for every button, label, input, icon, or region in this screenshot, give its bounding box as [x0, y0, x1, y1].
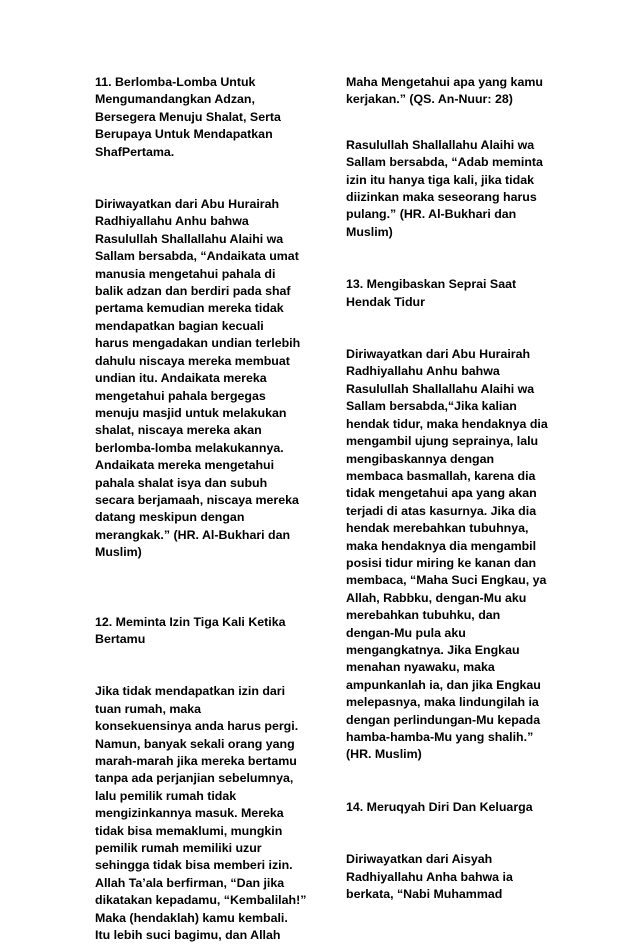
section-paragraph-14: Diriwayatkan dari Aisyah Radhiyallahu Anha bahwa ia berkata, “Nabi Muhammad	[346, 852, 513, 902]
section-heading-11: 11. Berlomba-Lomba Untuk Mengumandangkan Adzan, Bersegera Menuju Shalat, Serta Berupaya Untuk Mendapatkan ShafPertama.	[95, 75, 281, 159]
left-column	[95, 74, 317, 944]
section-heading-12: 12. Meminta Izin Tiga Kali Ketika Bertamu	[95, 614, 286, 646]
section-paragraph-12: Jika tidak mendapatkan izin dari tuan rumah, maka konsekuensinya anda harus pergi. Namun, banyak sekali orang yang marah-marah jika mereka bertamu tanpa ada perjanjian sebelumnya, lalu pemilik rumah tidak mengizinkannya masuk. Mereka tidak bisa memaklumi, mungkin pemilik rumah memiliki uzur sehingga tidak bisa memberi izin. Allah Ta’ala berfirman, “Dan jika dikatakan kepadamu, “Kembalilah!” Maka (hendaklah) kamu kembali. Itu lebih suci bagimu, dan Allah	[95, 684, 307, 943]
section-paragraph-11: Diriwayatkan dari Abu Hurairah Radhiyallahu Anhu bahwa Rasulullah Shallallahu Alaihi wa Sallam bersabda, “Andaikata umat manusia mengetahui pahala di balik adzan dan berdiri pada shaf pertama kemudian mereka tidak mendapatkan bagian kecuali harus mengadakan undian terlebih dahulu niscaya mereka membuat undian itu. Andaikata mereka mengetahui pahala bergegas menuju masjid untuk melakukan shalat, niscaya mereka akan berlomba-lomba melakukannya. Andaikata mereka mengetahui pahala shalat isya dan subuh secara berjamaah, niscaya mereka datang meskipun dengan merangkak.” (HR. Al-Bukhari dan Muslim)	[95, 197, 301, 560]
continuation-text: Maha Mengetahui apa yang kamu kerjakan.” (QS. An-Nuur: 28)	[346, 75, 543, 107]
section-heading-14: 14. Meruqyah Diri Dan Keluarga	[346, 799, 533, 814]
section-paragraph-13: Diriwayatkan dari Abu Hurairah Radhiyallahu Anhu bahwa Rasulullah Shallallahu Alaihi wa Sallam bersabda,“Jika kalian hendak tidur, maka hendaknya dia mengambil ujung seprainya, lalu mengibaskannya dengan membaca basmallah, karena dia tidak mengetahui apa yang akan terjadi di atas kasurnya. Jika dia hendak merebahkan tubuhnya, maka hendaknya dia mengambil posisi tidur miring ke kanan dan membaca, “Maha Suci Engkau, ya Allah, Rabbku, dengan-Mu aku merebahkan tubuhku, dan dengan-Mu pula aku mengangkatnya. Jika Engkau menahan nyawaku, maka ampunkanlah ia, dan jika Engkau melepasnya, maka lindungilah ia dengan perlindungan-Mu kepada hamba-hamba-Mu yang shalih.” (HR. Muslim)	[346, 347, 548, 762]
right-column	[346, 74, 564, 903]
section-heading-13: 13. Mengibaskan Seprai Saat Hendak Tidur	[346, 277, 517, 309]
section-paragraph-12b: Rasulullah Shallallahu Alaihi wa Sallam bersabda, “Adab meminta izin itu hanya tiga kali, jika tidak diizinkan maka seseorang harus pulang.” (HR. Al-Bukhari dan Muslim)	[346, 137, 543, 239]
